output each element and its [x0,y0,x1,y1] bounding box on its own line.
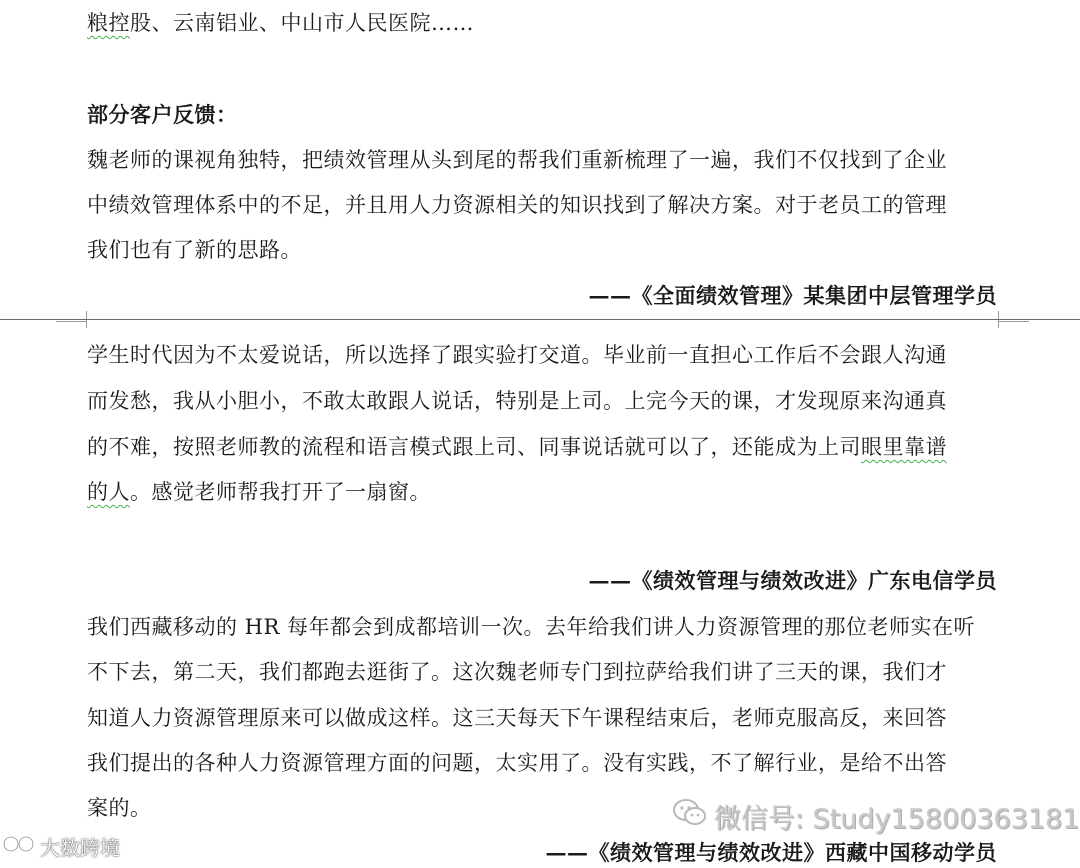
feedback-attribution: ——《绩效管理与绩效改进》西藏中国移动学员 [545,840,997,865]
brand-logo-icon [2,833,36,860]
text-segment: 股、云南铝业、中山市人民医院…… [130,11,474,35]
page-corner-mark [56,320,87,328]
wechat-id-text: 微信号: Study15800363181 [714,803,1080,835]
feedback-line: 案的。 [87,796,152,820]
feedback-attribution: ——《绩效管理与绩效改进》广东电信学员 [588,568,997,593]
feedback-line: 魏老师的课视角独特，把绩效管理从头到尾的帮我们重新梳理了一遍，我们不仅找到了企业 [87,148,947,172]
brand-logo-text: 大数跨境 [40,835,120,860]
feedback-line: 我们西藏移动的 HR 每年都会到成都培训一次。去年给我们讲人力资源管理的那位老师实在听 [87,615,975,639]
spellcheck-marked-text: 的人 [87,480,130,504]
feedback-line: 我们也有了新的思路。 [87,238,302,262]
text-segment: 粮控 [87,11,130,35]
document-text-line [87,8,474,38]
text-segment: 的不难，按照老师教的流程和语言模式跟上司、同事说话就可以了，还能成为上司 [87,435,861,459]
feedback-line [87,477,431,507]
feedback-line [87,432,947,462]
feedback-attribution: ——《全面绩效管理》某集团中层管理学员 [588,283,997,308]
wechat-watermark [672,796,1080,836]
page-corner-mark [998,320,1029,328]
spellcheck-marked-text: 眼里靠谱 [861,435,947,459]
section-heading: 部分客户反馈： [87,102,238,127]
feedback-line: 不下去，第二天，我们都跑去逛街了。这次魏老师专门到拉萨给我们讲了三天的课，我们才 [87,660,947,684]
brand-watermark [2,830,120,862]
feedback-line: 而发愁，我从小胆小，不敢太敢跟人说话，特别是上司。上完今天的课，才发现原来沟通真 [87,389,947,413]
page-break-divider [0,319,1080,320]
feedback-line: 我们提出的各种人力资源管理方面的问题，太实用了。没有实践，不了解行业，是给不出答 [87,751,947,775]
feedback-line: 知道人力资源管理原来可以做成这样。这三天每天下午课程结束后，老师克服高反，来回答 [87,706,947,730]
text-segment: 。感觉老师帮我打开了一扇窗。 [130,480,431,504]
feedback-line: 中绩效管理体系中的不足，并且用人力资源相关的知识找到了解决方案。对于老员工的管理 [87,193,947,217]
wechat-icon [672,797,708,836]
feedback-line: 学生时代因为不太爱说话，所以选择了跟实验打交道。毕业前一直担心工作后不会跟人沟通 [87,343,947,367]
